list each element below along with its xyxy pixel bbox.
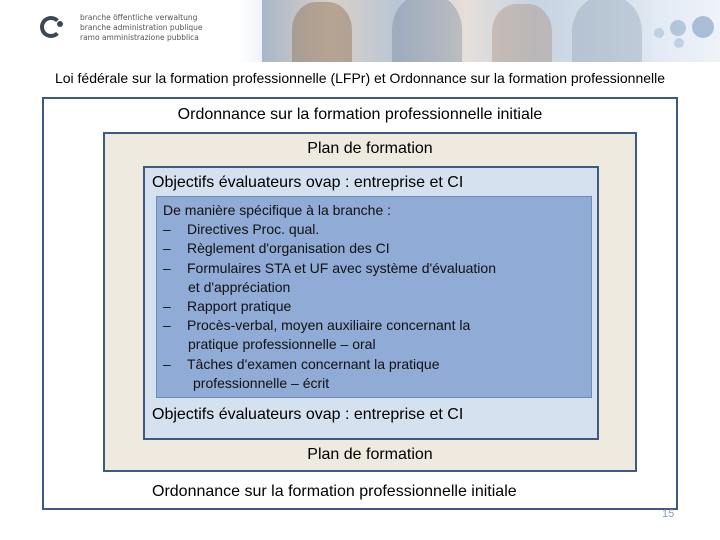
logo-line-1: branche öffentliche verwaltung: [80, 13, 198, 22]
list-item: – Procès-verbal, moyen auxiliaire concernant la: [163, 317, 471, 334]
list-item: – Règlement d'organisation des CI: [163, 240, 390, 257]
list-item-continuation: et d'appréciation: [188, 278, 291, 295]
core-text: [163, 201, 496, 393]
outer-top-label: Ordonnance sur la formation professionnelle initiale: [177, 106, 543, 123]
middle-top-label: Plan de formation: [307, 140, 433, 157]
header-photo: [262, 0, 652, 62]
page-number: 15: [662, 508, 675, 520]
list-item-continuation: professionnelle – écrit: [193, 374, 330, 391]
list-item: – Tâches d'examen concernant la pratique: [163, 355, 440, 372]
list-item: – Directives Proc. qual.: [163, 221, 320, 238]
logo-icon: [40, 16, 62, 38]
middle-bottom-label: Plan de formation: [307, 446, 433, 463]
list-item: – Formulaires STA et UF avec système d'évaluation: [163, 259, 496, 276]
page-subtitle: Loi fédérale sur la formation professionnelle (LFPr) et Ordonnance sur la formation professionnelle: [54, 70, 666, 86]
inner-top-label: Objectifs évaluateurs ovap : entreprise et CI: [152, 174, 464, 191]
list-item-continuation: pratique professionnelle – oral: [188, 336, 376, 353]
decorative-dots: [650, 14, 720, 50]
logo-line-3: ramo amministrazione pubblica: [80, 33, 199, 42]
logo-dot: [57, 21, 63, 27]
logo-line-2: branche administration publique: [80, 23, 203, 32]
core-intro: De manière spécifique à la branche :: [163, 202, 392, 218]
logo-text: [80, 13, 203, 43]
list-item: – Rapport pratique: [163, 298, 292, 315]
header-banner: [0, 0, 720, 62]
outer-bottom-label: Ordonnance sur la formation professionnelle initiale: [152, 483, 517, 500]
inner-bottom-label: Objectifs évaluateurs ovap : entreprise et CI: [152, 406, 464, 423]
